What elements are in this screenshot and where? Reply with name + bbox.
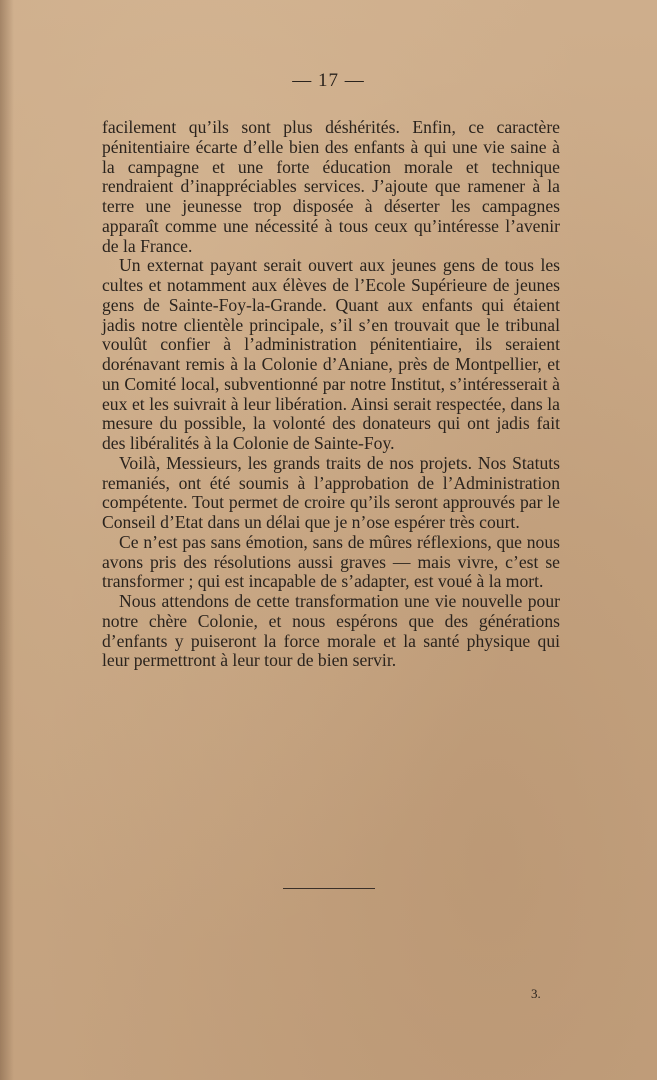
paragraph-2: Un externat payant serait ouvert aux jeunes gens de tous les cultes et notamment aux élèves de l’Ecole Supérieure de jeunes gens de Sainte-Foy-la-Grande. Quant aux enfants qui étaient jadis notre clientèle principale, s’il s’en trouvait que le tribunal voulût confier à l’administration pénitentiaire, ils seraient dorénavant remis à la Colonie d’Aniane, près de Montpellier, et un Comité local, subventionné par notre Institut, s’intéresserait à eux et les suivrait à leur libération. Ainsi serait respectée, dans la mesure du possible, la volonté des donateurs qui ont jadis fait des libéralités à la Colonie de Sainte-Foy.	[102, 255, 560, 453]
body-text	[102, 118, 560, 671]
paragraph-5: Nous attendons de cette transformation une vie nouvelle pour notre chère Colonie, et nous espérons que des générations d’enfants y puiseront la force morale et la santé physique qui leur permettront à leur tour de bien servir.	[102, 591, 560, 671]
paragraph-1: facilement qu’ils sont plus déshérités. Enfin, ce caractère pénitentiaire écarte d’elle bien des enfants à qui une vie saine à la campagne et une forte éducation morale et technique rendraient d’inappréciables services. J’ajoute que ramener à la terre une jeunesse trop disposée à déserter les campagnes apparaît comme une nécessité à tous ceux qu’intéresse l’avenir de la France.	[102, 117, 560, 256]
closing-rule	[283, 888, 375, 889]
page-number: — 17 —	[292, 70, 365, 91]
paragraph-3: Voilà, Messieurs, les grands traits de nos projets. Nos Statuts remaniés, ont été soumis à l’approbation de l’Administration compétente. Tout permet de croire qu’ils seront approuvés par le Conseil d’Etat dans un délai que je n’ose espérer très court.	[102, 452, 560, 532]
paragraph-4: Ce n’est pas sans émotion, sans de mûres réflexions, que nous avons pris des résolutions aussi graves — mais vivre, c’est se transformer ; qui est incapable de s’adapter, est voué à la mort.	[102, 531, 560, 592]
signature-mark: 3.	[531, 986, 541, 1001]
page-edge-shadow	[0, 0, 14, 1080]
